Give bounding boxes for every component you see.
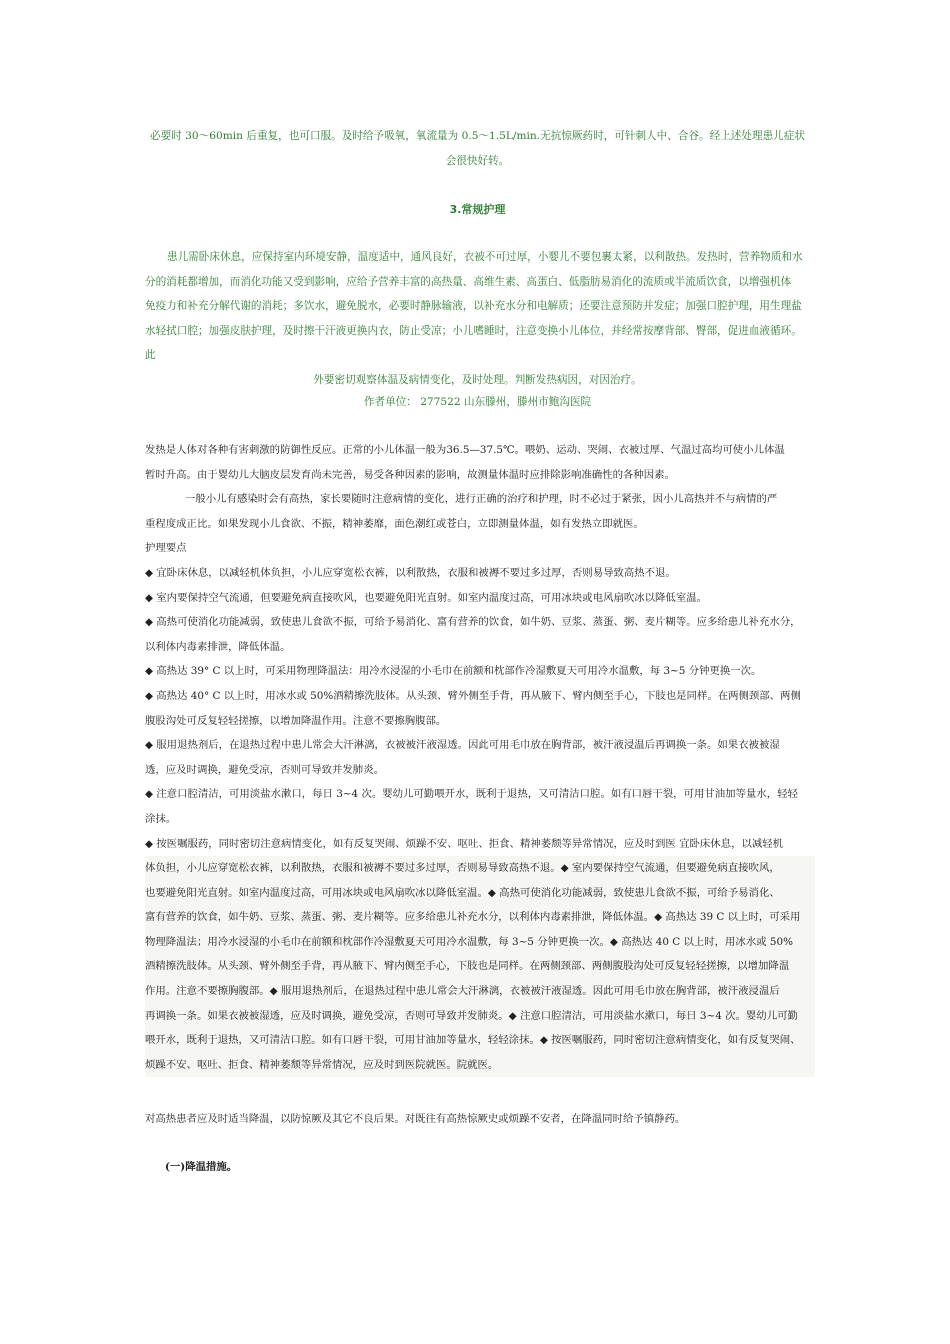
body-line: ◆ 高热达 39° C 以上时，可采用物理降温法：用冷水浸湿的小毛巾在前额和枕部作冷湿敷夏天可用冷水温敷，每 3~5 分钟更换一次。 (145, 665, 762, 678)
body-line: 喂开水，既利于退热，又可清洁口腔。如有口唇干裂，可用甘油加等量水，轻轻涂抹。◆ 按医嘱服药，同时密切注意病情变化，如有反复哭闹、 (145, 1028, 815, 1053)
section-heading: 3.常规护理 (449, 203, 506, 216)
intro-line: 必要时 30～60min 后重复，也可口服。及时给予吸氧，氧流量为 0.5～1.5L/min.无抗惊厥药时，可针刺人中、合谷。经上述处理患儿症状 (150, 130, 805, 142)
body-line: ◆ 室内要保持空气流通，但要避免病直接吹风，也要避免阳光直射。如室内温度过高，可用冰块或电风扇吹冰以降低室温。 (145, 591, 707, 604)
body-line: 腹股沟处可反复轻轻搓擦，以增加降温作用。注意不要擦胸腹部。 (145, 714, 447, 727)
section3-paragraph (145, 245, 810, 392)
author-affiliation: 作者单位： 277522 山东滕州，滕州市鲍沟医院 (363, 396, 592, 408)
closing-paragraph: 对高热患者应及时适当降温，以防惊厥及其它不良后果。对既往有高热惊厥史或烦躁不安者，在降温同时给予镇静药。 (145, 1113, 686, 1125)
body-line: ◆ 宜卧床休息，以减轻机体负担，小儿应穿宽松衣裤，以利散热，衣服和被褥不要过多过厚，否则易导致高热不退。 (145, 566, 676, 579)
paragraph-line: 免疫力和补充分解代谢的消耗；多饮水，避免脱水，必要时静脉输液，以补充水分和电解质；还要注意预防并发症；加强口腔护理，用生理盐 (145, 300, 802, 312)
body-line: ◆ 注意口腔清洁，可用淡盐水漱口，每日 3~4 次。婴幼儿可勤喂开水，既利于退热，又可清洁口腔。如有口唇干裂，可用甘油加等量水，轻轻 (145, 788, 798, 801)
paragraph-line: 分的消耗都增加，而消化功能又受到影响，应给予营养丰富的高热量、高维生素、高蛋白、低脂肪易消化的流质或半流质饮食，以增强机体 (145, 275, 792, 288)
body-line: 烦躁不安、呕吐、拒食、精神萎颓等异常情况，应及时到医院就医。院就医。 (145, 1053, 815, 1078)
paragraph-line: 患儿需卧床休息，应保持室内环境安静，温度适中，通风良好，衣被不可过厚，小婴儿不要包裹太紧，以利散热。发热时，营养物质和水 (167, 251, 803, 263)
body-line: 富有营养的饮食，如牛奶、豆浆、蒸蛋、粥、麦片糊等。应多给患儿补充水分，以利体内毒素排泄，降低体温。◆ 高热达 39 C 以上时，可采用 (145, 905, 815, 930)
paragraph-line: 外要密切观察体温及病情变化，及时处理。判断发热病因，对因治疗。 (313, 373, 642, 386)
body-line: 暂时升高。由于婴幼儿大脑皮层发育尚未完善，易受各种因素的影响，故测量体温时应排除影响准确性的各种因素。 (145, 468, 675, 481)
intro-line: 会很快好转。 (445, 154, 510, 167)
body-line: 再调换一条。如果衣被被湿透，应及时调换，避免受凉，否则可导致并发肺炎。◆ 注意口腔清洁，可用淡盐水漱口，每日 3~4 次。婴幼儿可勤 (145, 1004, 815, 1029)
body-line: 透，应及时调换，避免受凉，否则可导致并发肺炎。 (145, 763, 384, 776)
body-line: 体负担，小儿应穿宽松衣裤，以利散热，衣服和被褥不要过多过厚，否则易导致高热不退。◆ 室内要保持空气流通，但要避免病直接吹风， (145, 856, 815, 881)
body-line: ◆ 按医嘱服药，同时密切注意病情变化，如有反复哭闹、烦躁不安、呕吐、拒食、精神萎颓等异常情况，应及时到医 宜卧床休息，以减轻机 (145, 837, 784, 850)
body-line: 酒精擦洗肢体。从头颈、臂外侧至手背，再从腋下、臂内侧至手心，下肢也是同样。在两侧颈部、两侧腹股沟处可反复轻轻搓擦，以增加降温 (145, 954, 815, 979)
body-line: ◆ 高热达 40° C 以上时，用冰水或 50%酒精擦洗肢体。从头颈、臂外侧至手背，再从腋下、臂内侧至手心，下肢也是同样。在两侧颈部、两侧 (145, 689, 801, 702)
intro-paragraph (145, 124, 810, 173)
body-line: 也要避免阳光直射。如室内温度过高，可用冰块或电风扇吹冰以降低室温。◆ 高热可使消化功能减弱，致使患儿食欲不振，可给予易消化、 (145, 881, 815, 906)
body-line: ◆ 高热可使消化功能减弱，致使患儿食欲不振，可给予易消化、富有营养的饮食，如牛奶、豆浆、蒸蛋、粥、麦片糊等。应多给患儿补充水分， (145, 616, 801, 629)
body-line: 一般小儿有感染时会有高热，家长要随时注意病情的变化，进行正确的治疗和护理，时不必过于紧张，因小儿高热并不与病情的严 (185, 493, 778, 506)
body-line: 作用。注意不要擦胸腹部。◆ 服用退热剂后，在退热过程中患儿常会大汗淋漓，衣被被汗液湿透。因此可用毛巾放在胸背部，被汗液浸温后 (145, 979, 815, 1004)
body-line: 发热是人体对各种有害刺激的防御性反应。正常的小儿体温一般为36.5—37.5℃。喂奶、运动、哭闹、衣被过厚、气温过高均可使小儿体温 (145, 444, 785, 456)
care-points-label: 护理要点 (145, 542, 187, 555)
body-line: 重程度成正比。如果发现小儿食欲、不振，精神萎靡，面色潮红或苍白，立即测量体温，如有发热立即就医。 (145, 517, 644, 530)
body-text (145, 438, 815, 1077)
body-line: 物理降温法；用冷水浸湿的小毛巾在前额和枕部作冷湿敷夏天可用冷水温敷，每 3~5 分钟更换一次。◆ 高热达 40 C 以上时，用冰水或 50% (145, 930, 815, 955)
subheading: (一)降温措施。 (165, 1161, 238, 1173)
paragraph-line: 水轻拭口腔；加强皮肤护理，及时擦干汗液更换内衣，防止受凉；小儿嗜睡时，注意变换小儿体位，并经常按摩背部、臀部，促进血液循环。此 (145, 324, 802, 361)
body-line: ◆ 服用退热剂后，在退热过程中患儿常会大汗淋漓，衣被被汗液湿透。因此可用毛巾放在胸背部，被汗液浸温后再调换一条。如果衣被被湿 (145, 739, 780, 752)
body-line: 涂抹。 (145, 812, 177, 825)
body-line: 以利体内毒素排泄，降低体温。 (145, 640, 291, 653)
